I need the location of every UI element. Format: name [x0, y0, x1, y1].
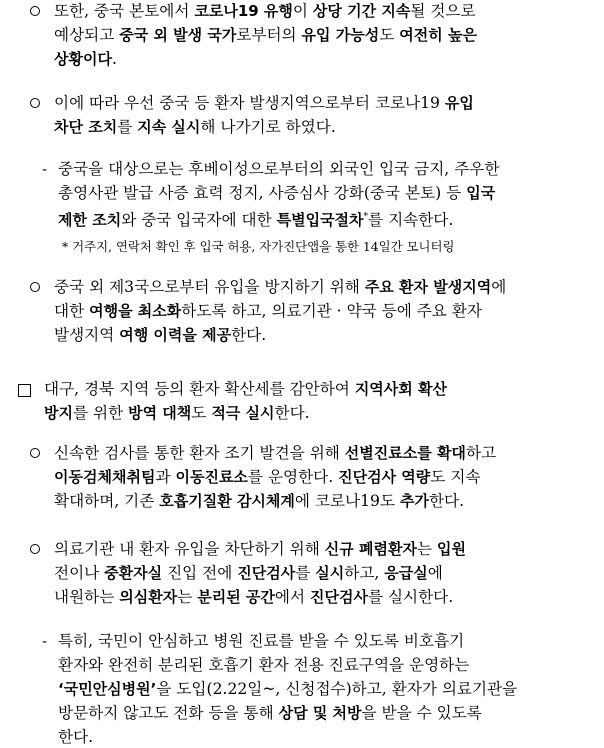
circle-bullet-icon: [30, 282, 40, 292]
text-line: ‘국민안심병원’을 도입(2.22일~, 신청접수)하고, 환자가 의료기관을: [58, 680, 518, 698]
circle-bullet-icon: [30, 98, 40, 108]
dash-bullet-icon: -: [42, 160, 48, 178]
text-line: 이동검체채취팀과 이동진료소를 운영한다. 진단검사 역량도 지속: [54, 468, 481, 486]
text-line: 이에 따라 우선 중국 등 환자 발생지역으로부터 코로나19 유입: [54, 94, 474, 112]
text-line: 한다.: [58, 728, 94, 746]
text-line: 상황이다.: [54, 50, 117, 68]
text-line: 총영사관 발급 사증 효력 정지, 사증심사 강화(중국 본토) 등 입국: [58, 184, 496, 202]
text-line: 발생지역 여행 이력을 제공한다.: [54, 326, 267, 344]
text-line: 전이나 중환자실 진입 전에 진단검사를 실시하고, 응급실에: [54, 564, 443, 582]
text-line: 예상되고 중국 외 발생 국가로부터의 유입 가능성도 여전히 높은: [54, 26, 477, 44]
text-line: 방문하지 않고도 전화 등을 통해 상담 및 처방을 받을 수 있도록: [58, 704, 482, 722]
footnote-text: * 거주지, 연락처 확인 후 입국 허용, 자가진단앱을 통한 14일간 모니터링: [62, 239, 455, 254]
footnote-marker: *: [62, 239, 69, 254]
text-line: 중국 외 제3국으로부터 유입을 방지하기 위해 주요 환자 발생지역에: [54, 278, 507, 296]
square-bullet-icon: [18, 384, 31, 397]
text-line: 확대하며, 기존 호흡기질환 감시체계에 코로나19도 추가한다.: [54, 492, 465, 510]
dash-bullet-icon: -: [42, 632, 48, 650]
text-line: 방지를 위한 방역 대책도 적극 실시한다.: [44, 404, 310, 422]
circle-bullet-icon: [30, 6, 40, 16]
text-line: 환자와 완전히 분리된 호흡기 환자 전용 진료구역을 운영하는: [58, 656, 470, 674]
text-line: 중국을 대상으로는 후베이성으로부터의 외국인 입국 금지, 주우한: [58, 160, 500, 178]
text-line: 대구, 경북 지역 등의 환자 확산세를 감안하여 지역사회 확산: [44, 380, 447, 398]
circle-bullet-icon: [30, 448, 40, 458]
text-line: 차단 조치를 지속 실시해 나가기로 하였다.: [54, 118, 336, 136]
text-line: 내원하는 의심환자는 분리된 공간에서 진단검사를 실시한다.: [54, 588, 454, 606]
text-line: 또한, 중국 본토에서 코로나19 유행이 상당 기간 지속될 것으로: [54, 2, 476, 20]
text-line: 의료기관 내 환자 유입을 차단하기 위해 신규 폐렴환자는 입원: [54, 540, 466, 558]
text-line: 신속한 검사를 통한 환자 조기 발견을 위해 선별진료소를 확대하고: [54, 444, 497, 462]
text-line: 특히, 국민이 안심하고 병원 진료를 받을 수 있도록 비호흡기: [58, 632, 465, 650]
text-line: 제한 조치와 중국 입국자에 대한 특별입국절차*를 지속한다.: [58, 211, 454, 230]
circle-bullet-icon: [30, 544, 40, 554]
text-line: 대한 여행을 최소화하도록 하고, 의료기관 · 약국 등에 주요 환자: [54, 302, 482, 320]
